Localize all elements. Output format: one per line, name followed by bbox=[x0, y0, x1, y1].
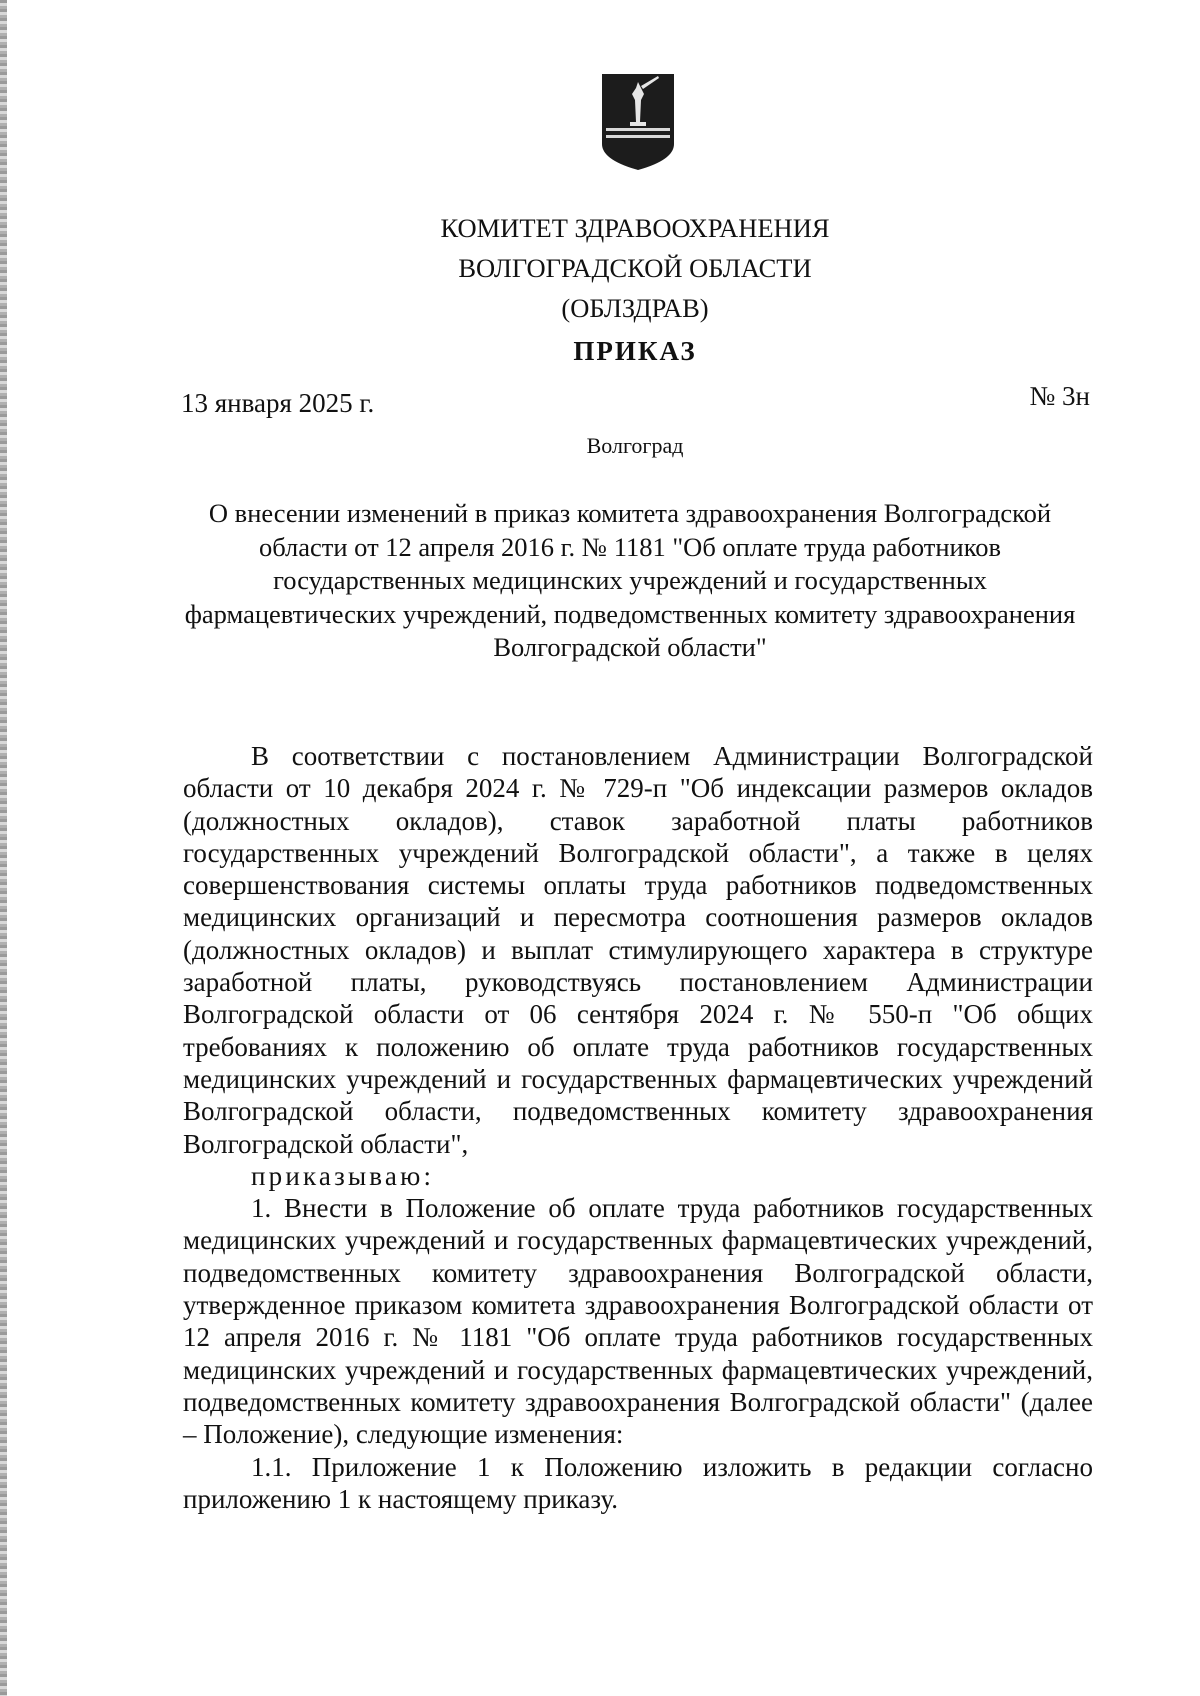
scan-edge-shading bbox=[0, 0, 7, 1696]
document-subject: О внесении изменений в приказ комитета здравоохранения Волгоградской области от 12 апреля 2016 г. № 1181 "Об оплате труда работников государственных медицинских учреждений и государственных фармацевтических учреждений, подведомственных комитету здравоохранения Волгоградской области" bbox=[184, 498, 1076, 662]
document-date: 13 января 2025 г. bbox=[181, 388, 375, 418]
document-city: Волгоград bbox=[586, 433, 684, 458]
organization-short-name: (ОБЛЗДРАВ) bbox=[561, 293, 709, 323]
item-1-paragraph: 1. Внести в Положение об оплате труда работников государственных медицинских учреждений и государственных фармацевтических учреждений, подведомственных комитету здравоохранения Волгоградской области, утвержденное приказом комитета здравоохранения Волгоградской области от 12 апреля 2016 г. № 1181 "Об оплате труда работников государственных медицинских учреждений и государственных фармацевтических учреждений, подведомственных комитету здравоохранения Волгоградской области" (далее – Положение), следующие изменения: bbox=[183, 1193, 1093, 1450]
organization-header bbox=[380, 208, 890, 328]
volgograd-coat-of-arms-icon bbox=[600, 72, 676, 172]
organization-name-line1: КОМИТЕТ ЗДРАВООХРАНЕНИЯ bbox=[440, 213, 830, 243]
document-number: № 3н bbox=[1029, 381, 1090, 411]
preamble-paragraph: В соответствии с постановлением Администрации Волгоградской области от 10 декабря 2024 г. № 729-п "Об индексации размеров окладов (должностных окладов), ставок заработной платы работников государственных учреждений Волгоградской области", а также в целях совершенствования системы оплаты труда работников подведомственных медицинских организаций и пересмотра соотношения размеров окладов (должностных окладов) и выплат стимулирующего характера в структуре заработной платы, руководствуясь постановлением Администрации Волгоградской области от 06 сентября 2024 г. № 550-п "Об общих требованиях к положению об оплате труда работников государственных медицинских учреждений и государственных фармацевтических учреждений Волгоградской области, подведомственных комитету здравоохранения Волгоградской области", bbox=[183, 741, 1093, 1159]
organization-name-line2: ВОЛГОГРАДСКОЙ ОБЛАСТИ bbox=[458, 253, 812, 283]
document-body bbox=[183, 740, 1093, 1515]
item-1-1-paragraph: 1.1. Приложение 1 к Положению изложить в редакции согласно приложению 1 к настоящему приказу. bbox=[183, 1451, 1093, 1514]
document-type-title: ПРИКАЗ bbox=[573, 336, 697, 366]
order-word: приказываю: bbox=[251, 1160, 435, 1191]
